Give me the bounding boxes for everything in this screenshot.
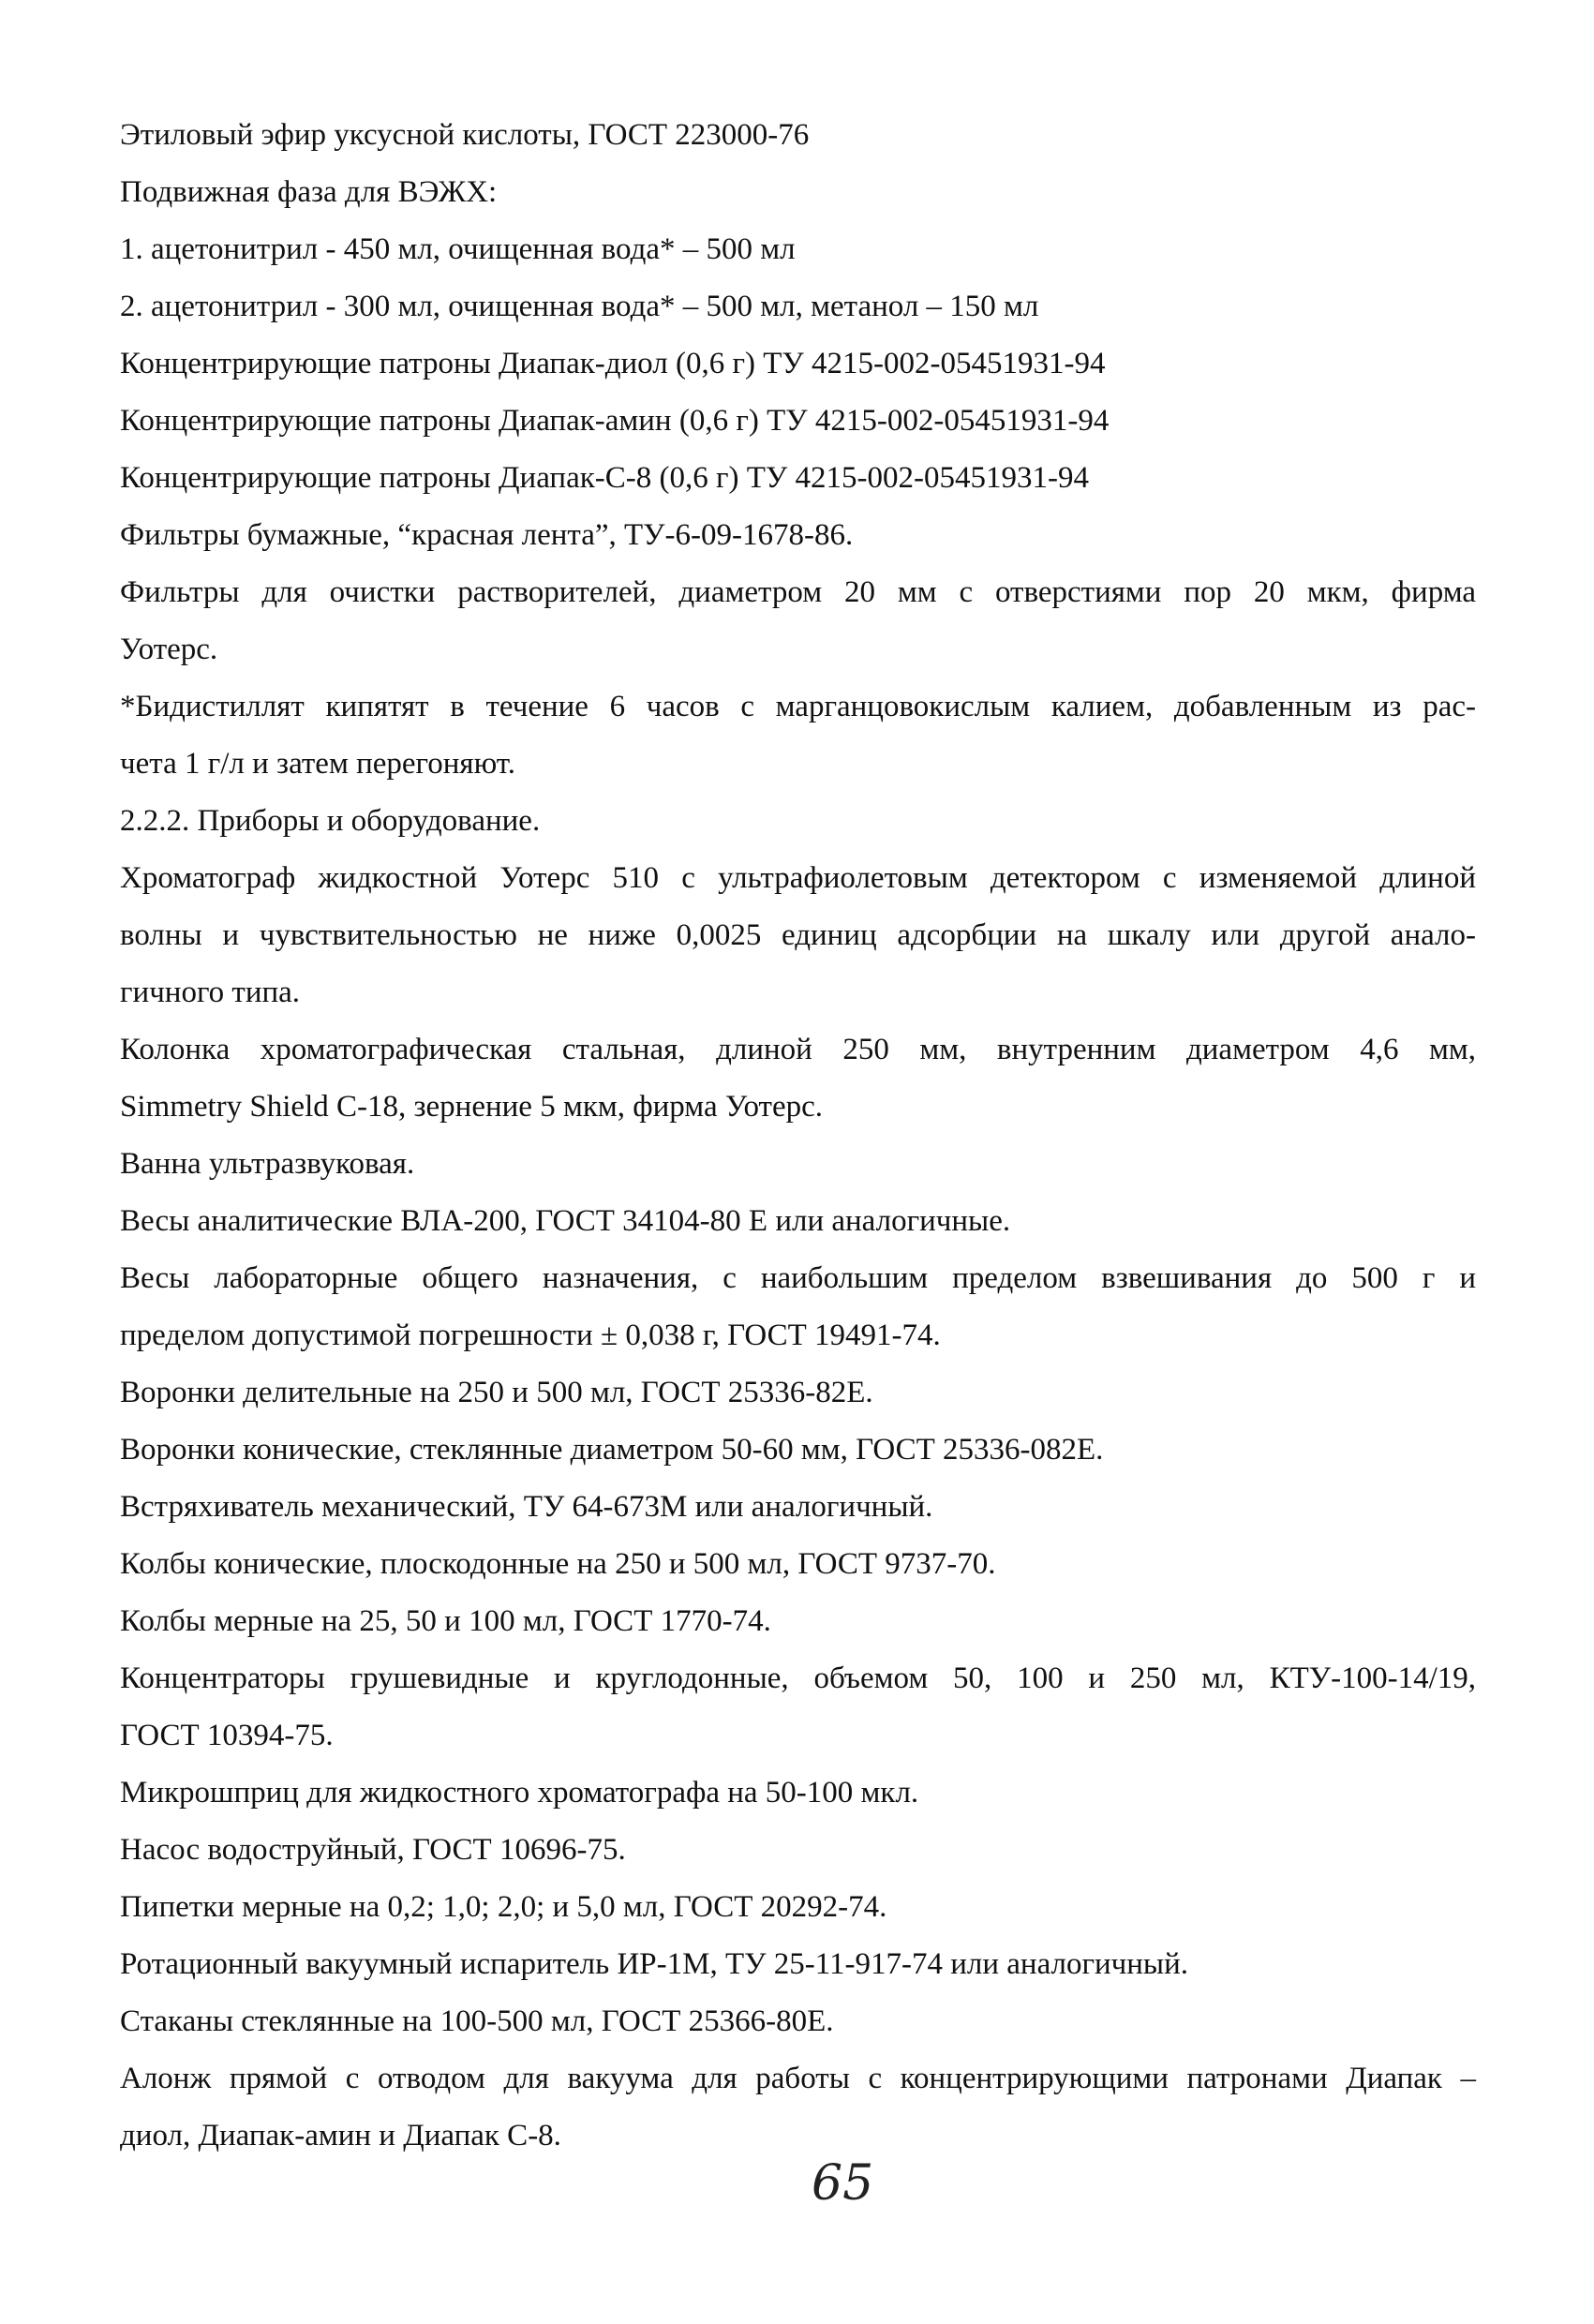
text-line: Фильтры для очистки растворителей, диаметром 20 мм с отверстиями пор 20 мкм, фирма [120, 575, 1476, 609]
text-line: Фильтры бумажные, “красная лента”, ТУ-6-09-1678-86. [120, 518, 854, 552]
list-item: 2. ацетонитрил - 300 мл, очищенная вода* – 500 мл, метанол – 150 мл [120, 290, 1039, 323]
text-line: Концентраторы грушевидные и круглодонные, объемом 50, 100 и 250 мл, КТУ-100-14/19, [120, 1661, 1476, 1695]
text-line: Весы лабораторные общего назначения, с наибольшим пределом взвешивания до 500 г и [120, 1261, 1476, 1295]
text-line: гичного типа. [120, 976, 301, 1009]
footnote-line: *Бидистиллят кипятят в течение 6 часов с марганцовокислым калием, добавленным из рас- [120, 690, 1476, 723]
text-line: пределом допустимой погрешности ± 0,038 г, ГОСТ 19491-74. [120, 1318, 941, 1352]
text-line: Стаканы стеклянные на 100-500 мл, ГОСТ 25366-80Е. [120, 2004, 834, 2038]
text-line: Подвижная фаза для ВЭЖХ: [120, 175, 498, 209]
text-line: волны и чувствительностью не ниже 0,0025 единиц адсорбции на шкалу или другой анало- [120, 918, 1476, 952]
text-line: Микрошприц для жидкостного хроматографа на 50-100 мкл. [120, 1776, 919, 1810]
text-line: Колонка хроматографическая стальная, длиной 250 мм, внутренним диаметром 4,6 мм, [120, 1033, 1476, 1066]
text-line: Воронки конические, стеклянные диаметром 50-60 мм, ГОСТ 25336-082Е. [120, 1433, 1104, 1467]
text-line: Концентрирующие патроны Диапак-диол (0,6 г) ТУ 4215-002-05451931-94 [120, 347, 1106, 380]
footnote-line: чета 1 г/л и затем перегоняют. [120, 747, 515, 781]
text-line: Насос водоструйный, ГОСТ 10696-75. [120, 1833, 626, 1867]
text-line: Колбы конические, плоскодонные на 250 и 500 мл, ГОСТ 9737-70. [120, 1547, 996, 1581]
text-line: Воронки делительные на 250 и 500 мл, ГОСТ 25336-82Е. [120, 1376, 873, 1409]
text-line: диол, Диапак-амин и Диапак С-8. [120, 2119, 561, 2153]
text-line: Концентрирующие патроны Диапак-амин (0,6 г) ТУ 4215-002-05451931-94 [120, 404, 1110, 438]
text-line: Хроматограф жидкостной Уотерс 510 с ультрафиолетовым детектором с изменяемой длиной [120, 861, 1476, 895]
section-heading: 2.2.2. Приборы и оборудование. [120, 804, 541, 838]
text-line: Алонж прямой с отводом для вакуума для работы с концентрирующими патронами Диапак – [120, 2062, 1476, 2095]
text-line: Колбы мерные на 25, 50 и 100 мл, ГОСТ 1770-74. [120, 1604, 771, 1638]
page-number: 65 [812, 2155, 874, 2212]
text-line: ГОСТ 10394-75. [120, 1719, 334, 1752]
text-line: Ротационный вакуумный испаритель ИР-1М, ТУ 25-11-917-74 или аналогичный. [120, 1947, 1189, 1981]
text-line: Встряхиватель механический, ТУ 64-673М или аналогичный. [120, 1490, 933, 1524]
text-line: Этиловый эфир уксусной кислоты, ГОСТ 223000-76 [120, 118, 810, 152]
text-line: Пипетки мерные на 0,2; 1,0; 2,0; и 5,0 мл, ГОСТ 20292-74. [120, 1890, 887, 1924]
text-line: Ванна ультразвуковая. [120, 1147, 415, 1181]
list-item: 1. ацетонитрил - 450 мл, очищенная вода* – 500 мл [120, 232, 796, 266]
text-line: Simmetry Shield С-18, зернение 5 мкм, фирма Уотерс. [120, 1090, 824, 1124]
text-line: Концентрирующие патроны Диапак-С-8 (0,6 г) ТУ 4215-002-05451931-94 [120, 461, 1089, 495]
text-line: Весы аналитические ВЛА-200, ГОСТ 34104-80 Е или аналогичные. [120, 1204, 1011, 1238]
text-line: Уотерс. [120, 633, 218, 666]
